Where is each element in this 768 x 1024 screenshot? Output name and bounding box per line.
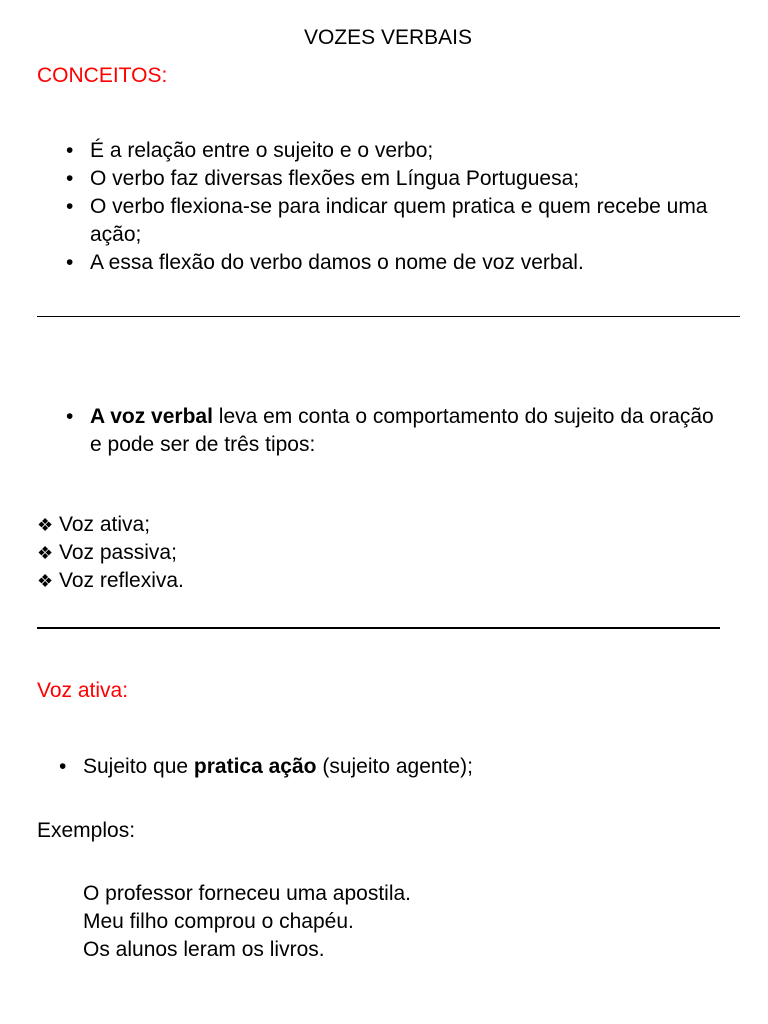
- bullet-icon: •: [66, 195, 74, 218]
- section-heading-conceitos: CONCEITOS:: [37, 64, 168, 87]
- list-item: • Sujeito que pratica ação (sujeito agente);: [83, 753, 723, 781]
- bullet-icon: •: [66, 139, 74, 162]
- bullet-icon: •: [66, 167, 74, 190]
- bullet-icon: •: [59, 755, 67, 778]
- divider: [37, 627, 720, 629]
- conceitos-list: [66, 137, 740, 277]
- diamond-bullet-icon: ❖: [37, 571, 54, 591]
- example-line: Os alunos leram os livros.: [83, 938, 325, 961]
- divider: [37, 316, 740, 317]
- bold-term: pratica ação: [193, 755, 317, 778]
- examples-label: Exemplos:: [37, 819, 136, 842]
- list-item: • O verbo flexiona-se para indicar quem pratica e quem recebe uma ação;: [66, 195, 708, 246]
- list-item: ❖ Voz reflexiva.: [37, 567, 184, 595]
- examples-list: [83, 880, 411, 964]
- list-item: • É a relação entre o sujeito e o verbo;: [90, 137, 740, 165]
- voz-types-list: [37, 511, 184, 595]
- diamond-bullet-icon: ❖: [37, 543, 54, 563]
- example-line: O professor forneceu uma apostila.: [83, 882, 412, 905]
- bullet-icon: •: [66, 251, 74, 274]
- voz-ativa-list: [59, 753, 723, 781]
- bold-term: A voz verbal: [90, 405, 213, 428]
- page-title: VOZES VERBAIS: [303, 26, 473, 49]
- bullet-icon: •: [66, 405, 74, 428]
- voz-verbal-list: [66, 403, 730, 459]
- example-line: Meu filho comprou o chapéu.: [83, 910, 354, 933]
- list-item: ❖ Voz ativa;: [37, 511, 184, 539]
- list-item: • O verbo faz diversas flexões em Língua Portuguesa;: [90, 165, 740, 193]
- list-item: ❖ Voz passiva;: [37, 539, 184, 567]
- diamond-bullet-icon: ❖: [37, 515, 54, 535]
- list-item: • A essa flexão do verbo damos o nome de voz verbal.: [90, 249, 740, 277]
- section-heading-voz-ativa: Voz ativa:: [37, 679, 129, 702]
- list-item: • A voz verbal leva em conta o comportamento do sujeito da oração e pode ser de três tipos:: [66, 405, 714, 456]
